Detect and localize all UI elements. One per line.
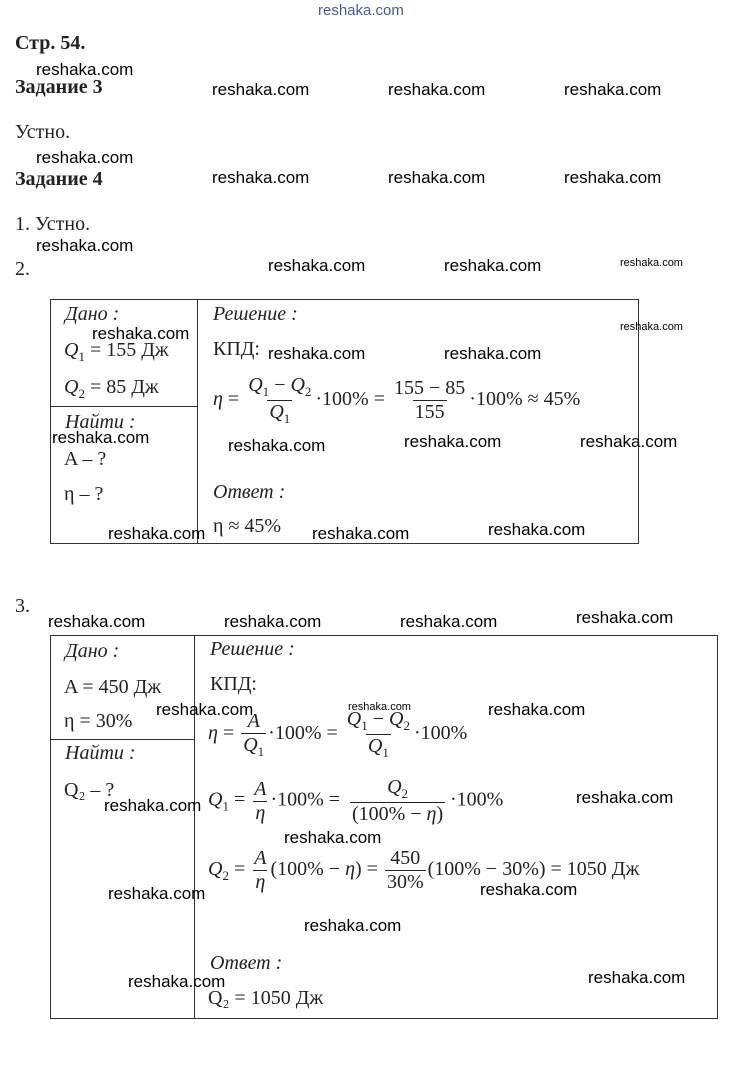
watermark: reshaka.com	[228, 436, 326, 455]
p2-answer: η ≈ 45%	[213, 515, 282, 537]
p3-kpd: КПД:	[210, 673, 257, 695]
watermark: reshaka.com	[564, 80, 662, 99]
watermark: reshaka.com	[404, 432, 502, 451]
watermark: reshaka.com	[52, 428, 150, 447]
p2-given-label: Дано :	[65, 303, 120, 325]
watermark: reshaka.com	[92, 324, 190, 343]
p3-find-q2: Q₂ – ?	[64, 779, 115, 801]
task4-item3: 3.	[15, 595, 30, 617]
watermark: reshaka.com	[564, 168, 662, 187]
watermark: reshaka.com	[576, 788, 674, 807]
watermark: reshaka.com	[48, 612, 146, 631]
problem3-divider-h	[50, 739, 195, 740]
watermark: reshaka.com	[620, 257, 683, 269]
p2-find-a: A – ?	[64, 448, 107, 470]
p3-solution-label: Решение :	[210, 638, 295, 660]
p3-answer: Q₂ = 1050 Дж	[208, 987, 324, 1009]
watermark: reshaka.com	[104, 796, 202, 815]
p2-formula: η = $\frac{Q_1 - Q_2}{Q_1}$ ·100% = $\frac{155 - 85}{155}$ ·100% ≈ 45%	[213, 374, 581, 426]
problem2-divider-v	[197, 299, 198, 544]
p2-find-eta: η – ?	[64, 483, 104, 505]
watermark: reshaka.com	[36, 148, 134, 167]
watermark: reshaka.com	[388, 168, 486, 187]
task4-item2: 2.	[15, 258, 30, 280]
p2-find-label: Найти :	[65, 411, 136, 433]
page-header: Стр. 54.	[15, 32, 86, 54]
p3-find-label: Найти :	[65, 742, 136, 764]
watermark: reshaka.com	[108, 884, 206, 903]
watermark: reshaka.com	[36, 236, 134, 255]
watermark: reshaka.com	[444, 256, 542, 275]
watermark: reshaka.com	[212, 80, 310, 99]
watermark: reshaka.com	[268, 256, 366, 275]
watermark: reshaka.com	[224, 612, 322, 631]
watermark: reshaka.com	[580, 432, 678, 451]
p3-given-eta: η = 30%	[64, 710, 133, 732]
task4-item1: 1. Устно.	[15, 213, 91, 235]
watermark: reshaka.com	[588, 968, 686, 987]
watermark: reshaka.com	[268, 344, 366, 363]
watermark: reshaka.com	[400, 612, 498, 631]
p3-formula-3: $Q_2$ = $\frac{A}{\eta}$ (100% − η) = $\frac{450}{30\%}$ (100% − 30%) = 1050 Дж	[208, 847, 640, 893]
watermark: reshaka.com	[488, 700, 586, 719]
watermark: reshaka.com	[128, 972, 226, 991]
p3-formula-1: η = $\frac{A}{Q_1}$ ·100% = $\frac{Q_1 - Q_2}{Q_1}$ ·100%	[208, 708, 468, 760]
p2-solution-label: Решение :	[213, 303, 298, 325]
p2-given-q2: $Q_2 = 85$ Дж	[64, 376, 159, 401]
watermark: reshaka.com	[480, 880, 578, 899]
watermark: reshaka.com	[108, 524, 206, 543]
problem2-divider-h	[50, 406, 198, 407]
p2-answer-label: Ответ :	[213, 481, 286, 503]
watermark: reshaka.com	[388, 80, 486, 99]
problem3-divider-v	[194, 635, 195, 1019]
watermark: reshaka.com	[304, 916, 402, 935]
watermark: reshaka.com	[156, 700, 254, 719]
p3-given-a: A = 450 Дж	[64, 676, 162, 698]
watermark: reshaka.com	[576, 608, 674, 627]
p3-given-label: Дано :	[65, 640, 120, 662]
task3-text: Устно.	[15, 121, 71, 143]
watermark: reshaka.com	[312, 524, 410, 543]
p2-given-q1: $Q_1 = 155$ Дж	[64, 339, 169, 364]
watermark: reshaka.com	[348, 701, 411, 713]
watermark: reshaka.com	[36, 60, 134, 79]
watermark: reshaka.com	[488, 520, 586, 539]
watermark: reshaka.com	[284, 828, 382, 847]
p2-kpd: КПД:	[213, 338, 260, 360]
task4-title: Задание 4	[15, 168, 103, 190]
watermark: reshaka.com	[444, 344, 542, 363]
task3-title: Задание 3	[15, 76, 103, 98]
watermark: reshaka.com	[212, 168, 310, 187]
watermark: reshaka.com	[620, 321, 683, 333]
p3-answer-label: Ответ :	[210, 952, 283, 974]
watermark-top: reshaka.com	[318, 2, 404, 19]
p3-formula-2: $Q_1$ = $\frac{A}{\eta}$ ·100% = $\frac{Q_2}{(100\% - \eta)}$ ·100%	[208, 776, 504, 825]
